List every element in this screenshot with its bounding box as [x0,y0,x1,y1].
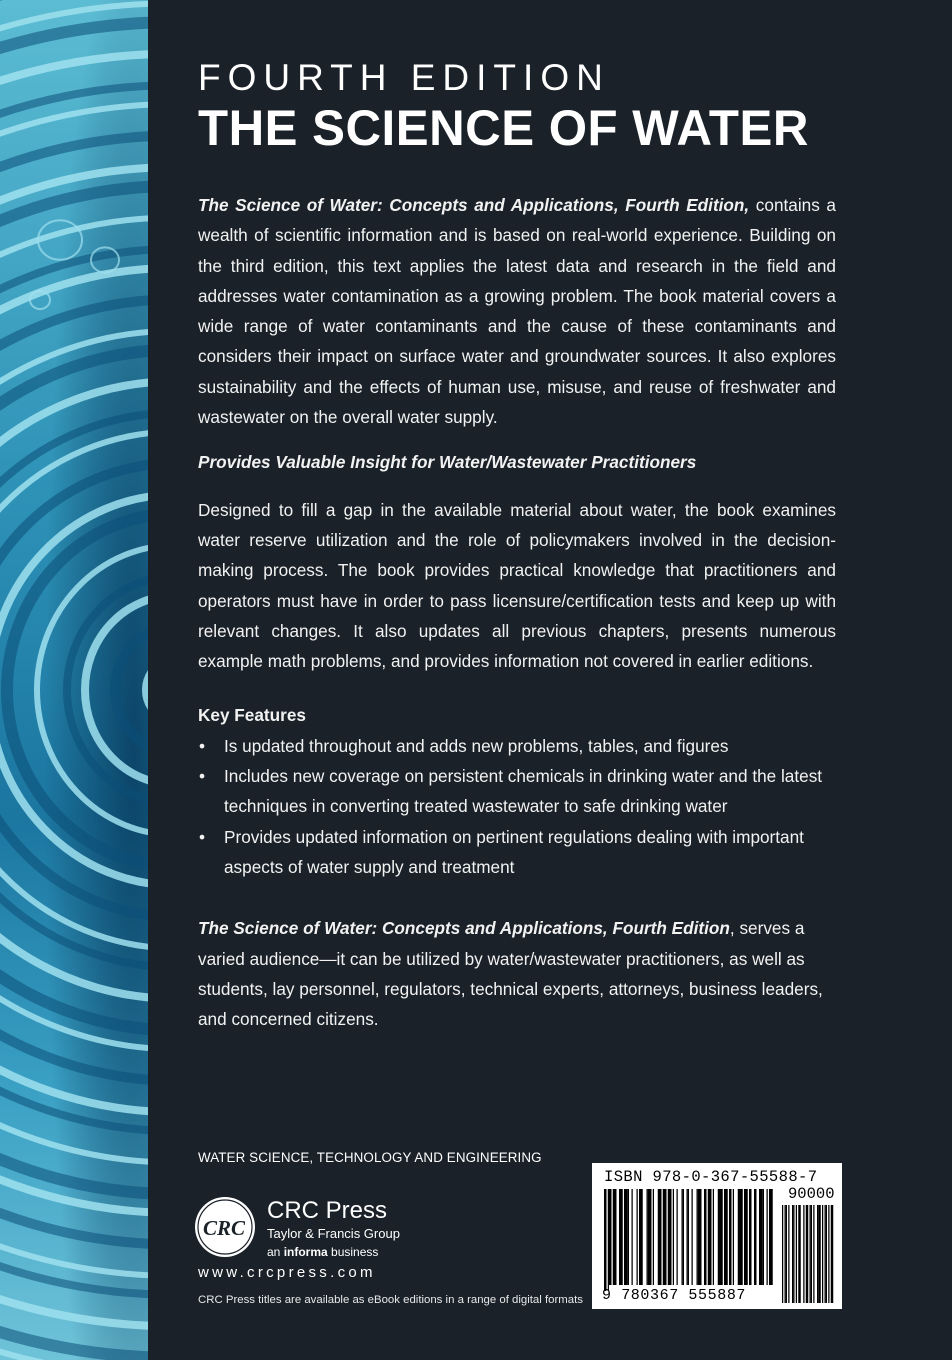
barcode-bar [709,1189,712,1285]
barcode-bar [628,1189,629,1285]
key-features-list [198,731,836,882]
barcode-bar [622,1189,623,1285]
addon-bar [803,1205,804,1303]
list-item [198,731,836,761]
barcode-bar [627,1189,628,1285]
bullet-icon: • [199,766,206,787]
addon-bar [832,1205,833,1303]
addon-bar [818,1205,819,1303]
barcode-bar [682,1189,683,1285]
barcode-bar [614,1189,617,1285]
publisher-name: CRC Press [267,1197,388,1224]
barcode-bar [754,1189,757,1285]
list-item [198,822,836,883]
bullet-icon: • [199,735,206,756]
barcode-bar [762,1189,763,1285]
barcode-bar [727,1189,728,1285]
barcode-bar [738,1189,739,1285]
barcode-bar [708,1189,709,1285]
addon-bar [822,1205,823,1303]
crc-press-logo-icon [193,1195,257,1259]
barcode-bar [663,1189,664,1285]
barcode-bar [642,1189,643,1285]
barcode-bar [669,1189,672,1285]
barcode-bar [619,1189,622,1285]
barcode-bar [688,1189,689,1285]
barcode-bar [698,1189,699,1285]
designed-paragraph: Designed to fill a gap in the available material about water, the book examines water reserve utilization and the role of policymakers involved in the decision-making process. The book provides practical knowledge that practitioners and operators must have in order to pass licensure/certification tests and keep up with relevant changes. It also updates all previous chapters, presents numerous example math problems, and provides information not covered in earlier editions. [198,499,836,672]
book-title: THE SCIENCE OF WATER [198,100,809,156]
feature-text: Is updated throughout and adds new problems, tables, and figures [224,735,729,756]
barcode-bar [719,1189,722,1285]
addon-bar [798,1205,799,1303]
addon-bar [786,1205,787,1303]
isbn-number: ISBN 978-0-367-55588-7 [604,1168,818,1186]
barcode-bar [637,1189,638,1285]
addon-bar [828,1205,829,1303]
publisher-website-link[interactable]: www.crcpress.com [198,1264,376,1281]
intro-paragraph [198,190,836,432]
barcode-bar [608,1189,609,1291]
barcode-bar [718,1189,719,1285]
barcode-bar [673,1189,674,1285]
addon-bar [788,1205,789,1303]
barcode-bar [733,1189,734,1285]
barcode-bar [658,1189,659,1285]
informa-brand: informa [283,1245,328,1259]
barcode-bar [772,1189,773,1285]
publisher-business-line [267,1245,378,1259]
water-ripple-graphic [0,0,148,1360]
barcode-bar [613,1189,614,1285]
intro-book-title: The Science of Water: Concepts and Applications, Fourth Edition, [198,195,750,215]
barcode-bar [692,1189,693,1285]
barcode-bar [632,1189,633,1285]
price-code: 90000 [788,1185,835,1203]
addon-bar [806,1205,807,1303]
business-suffix: business [327,1245,379,1259]
addon-bar [831,1205,832,1303]
barcode-bar [699,1189,702,1285]
barcode-bar [724,1189,727,1285]
barcode-bar [739,1189,742,1285]
addon-bar [793,1205,794,1303]
bullet-icon: • [199,826,206,847]
addon-bar [811,1205,812,1303]
barcode-bar [664,1189,667,1285]
barcode-bar [744,1189,747,1285]
description-body [198,190,836,1034]
barcode-bar [687,1189,688,1285]
barcode-bar [722,1189,723,1285]
addon-bar [796,1205,797,1303]
addon-bar [817,1205,818,1303]
edition-label: FOURTH EDITION [198,57,610,98]
business-prefix: an [267,1245,284,1259]
list-item [198,761,836,822]
water-ripple-image [0,0,148,1360]
section-subheading: Provides Valuable Insight for Water/Wastewater Practitioners [198,452,697,473]
addon-bar [825,1205,826,1303]
barcode-bar [639,1189,642,1285]
addon-bar [807,1205,808,1303]
barcode-bar [697,1189,698,1285]
addon-bar [792,1205,793,1303]
barcode-bar [769,1189,772,1285]
barcode-bar [648,1189,649,1285]
barcode-bar [677,1189,678,1285]
barcode-bar [604,1189,607,1291]
barcode-bar [749,1189,752,1285]
feature-text: Includes new coverage on persistent chemicals in drinking water and the latest techniques in converting treated wastewater to safe drinking water [224,766,823,817]
addon-bar [820,1205,821,1303]
publisher-group: Taylor & Francis Group [267,1226,400,1241]
barcode-bar [609,1189,612,1285]
key-features-heading: Key Features [198,705,306,726]
audience-book-title: The Science of Water: Concepts and Applications, Fourth Edition [198,918,730,939]
barcode-bar [759,1189,762,1285]
barcode-bar [659,1189,662,1285]
audience-text: , serves a varied audience—it can be utilized by water/wastewater practitioners, as well as students, lay personnel, regulators, technical experts, attorneys, business leaders, and concerned citizens. [198,918,823,1030]
audience-paragraph [198,913,836,1034]
barcode-bar [763,1189,764,1285]
series-label: WATER SCIENCE, TECHNOLOGY AND ENGINEERING [198,1150,542,1165]
barcode-bar [742,1189,743,1285]
barcode-bar [704,1189,707,1285]
ebook-availability-note: CRC Press titles are available as eBook editions in a range of digital formats [198,1294,583,1306]
barcode-bar [729,1189,732,1285]
ean-digits: 9 780367 555887 [602,1287,747,1304]
barcode-bar [747,1189,748,1285]
intro-text: contains a wealth of scientific information and is based on real-world experience. Building on the third edition, this text applies the latest data and research in the field and addresses water contamination as a growing problem. The book material covers a wide range of water contaminants and the cause of these contaminants and considers their impact on surface water and groundwater sources. It also explores sustainability and the effects of human use, misuse, and reuse of freshwater and wastewater on the overall water supply. [198,195,836,428]
barcode-bar [713,1189,714,1285]
feature-text: Provides updated information on pertinent regulations dealing with important aspects of water supply and treatment [224,826,804,877]
addon-bar [813,1205,814,1303]
addon-bar [826,1205,827,1303]
addon-bar [782,1205,783,1303]
barcode-bar [767,1189,768,1285]
addon-bar [785,1205,786,1303]
logo-text: CRC [202,1216,246,1240]
addon-bar [800,1205,801,1303]
barcode-bar [683,1189,684,1285]
barcode-bar [668,1189,669,1285]
addon-bar [810,1205,811,1303]
barcode-bar [649,1189,652,1285]
barcode-bar [653,1189,654,1285]
barcode-bar [647,1189,648,1285]
barcode-bar [624,1189,627,1285]
isbn-barcode [592,1163,842,1309]
